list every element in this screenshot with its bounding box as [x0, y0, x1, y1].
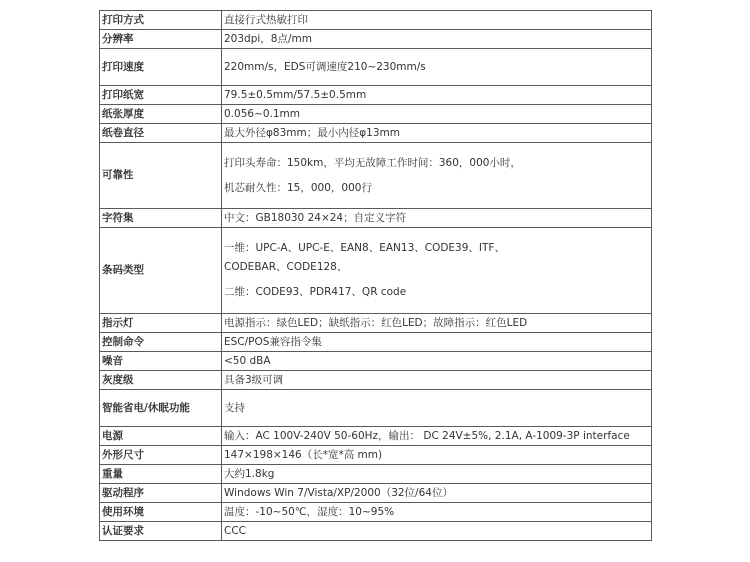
table-row — [100, 503, 652, 522]
row-value: 支持 — [222, 390, 652, 427]
row-label: 纸张厚度 — [100, 105, 222, 124]
row-value: ESC/POS兼容指令集 — [222, 333, 652, 352]
table-row — [100, 314, 652, 333]
table-row — [100, 333, 652, 352]
table-row — [100, 86, 652, 105]
row-value: Windows Win 7/Vista/XP/2000（32位/64位） — [222, 484, 652, 503]
row-label: 分辨率 — [100, 30, 222, 49]
value-line: 一维：UPC-A、UPC-E、EAN8、EAN13、CODE39、ITF、 — [224, 242, 505, 254]
table-row — [100, 390, 652, 427]
table-row — [100, 105, 652, 124]
table-row — [100, 49, 652, 86]
spec-table — [99, 10, 652, 541]
table-row — [100, 11, 652, 30]
value-line: 打印头寿命：150km，平均无故障工作时间：360，000小时， — [224, 156, 521, 169]
row-label: 控制命令 — [100, 333, 222, 352]
row-value: 最大外径φ83mm；最小内径φ13mm — [222, 124, 652, 143]
table-row — [100, 352, 652, 371]
row-label: 认证要求 — [100, 522, 222, 541]
row-label: 打印纸宽 — [100, 86, 222, 105]
row-value: 220mm/s，EDS可调速度210~230mm/s — [222, 49, 652, 86]
table-row — [100, 484, 652, 503]
row-value: 79.5±0.5mm/57.5±0.5mm — [222, 86, 652, 105]
row-label: 指示灯 — [100, 314, 222, 333]
row-value: 0.056~0.1mm — [222, 105, 652, 124]
table-row — [100, 465, 652, 484]
table-row — [100, 209, 652, 228]
row-label: 智能省电/休眠功能 — [100, 390, 222, 427]
row-label: 字符集 — [100, 209, 222, 228]
row-value: 147×198×146（长*宽*高 mm) — [222, 446, 652, 465]
row-label: 灰度级 — [100, 371, 222, 390]
row-value: <50 dBA — [222, 352, 652, 371]
table-row — [100, 143, 652, 209]
table-row — [100, 124, 652, 143]
row-label: 打印速度 — [100, 49, 222, 86]
row-value: 温度：-10~50℃，湿度：10~95% — [222, 503, 652, 522]
row-label: 打印方式 — [100, 11, 222, 30]
row-label: 驱动程序 — [100, 484, 222, 503]
value-line: 二维：CODE93、PDR417、QR code — [224, 286, 407, 298]
table-row — [100, 522, 652, 541]
row-label: 重量 — [100, 465, 222, 484]
table-row — [100, 371, 652, 390]
row-value: 203dpi，8点/mm — [222, 30, 652, 49]
row-value: CCC — [222, 522, 652, 541]
table-row — [100, 228, 652, 314]
table-row — [100, 427, 652, 446]
row-value: 中文：GB18030 24×24；自定义字符 — [222, 209, 652, 228]
row-label: 外形尺寸 — [100, 446, 222, 465]
row-label: 可靠性 — [100, 143, 222, 209]
row-value: 具备3级可调 — [222, 371, 652, 390]
row-value: 输入：AC 100V-240V 50-60Hz，输出： DC 24V±5%, 2.1A, A-1009-3P interface — [222, 427, 652, 446]
table-row — [100, 446, 652, 465]
row-label: 电源 — [100, 427, 222, 446]
row-label: 噪音 — [100, 352, 222, 371]
row-label: 使用环境 — [100, 503, 222, 522]
row-value: 大约1.8kg — [222, 465, 652, 484]
table-row — [100, 30, 652, 49]
row-label: 纸卷直径 — [100, 124, 222, 143]
row-value — [222, 143, 652, 209]
row-value — [222, 228, 652, 314]
row-value: 直接行式热敏打印 — [222, 11, 652, 30]
row-label: 条码类型 — [100, 228, 222, 314]
row-value: 电源指示：绿色LED；缺纸指示：红色LED；故障指示：红色LED — [222, 314, 652, 333]
value-line: 机芯耐久性：15，000，000行 — [224, 181, 372, 194]
value-line: CODEBAR、CODE128、 — [224, 261, 348, 273]
